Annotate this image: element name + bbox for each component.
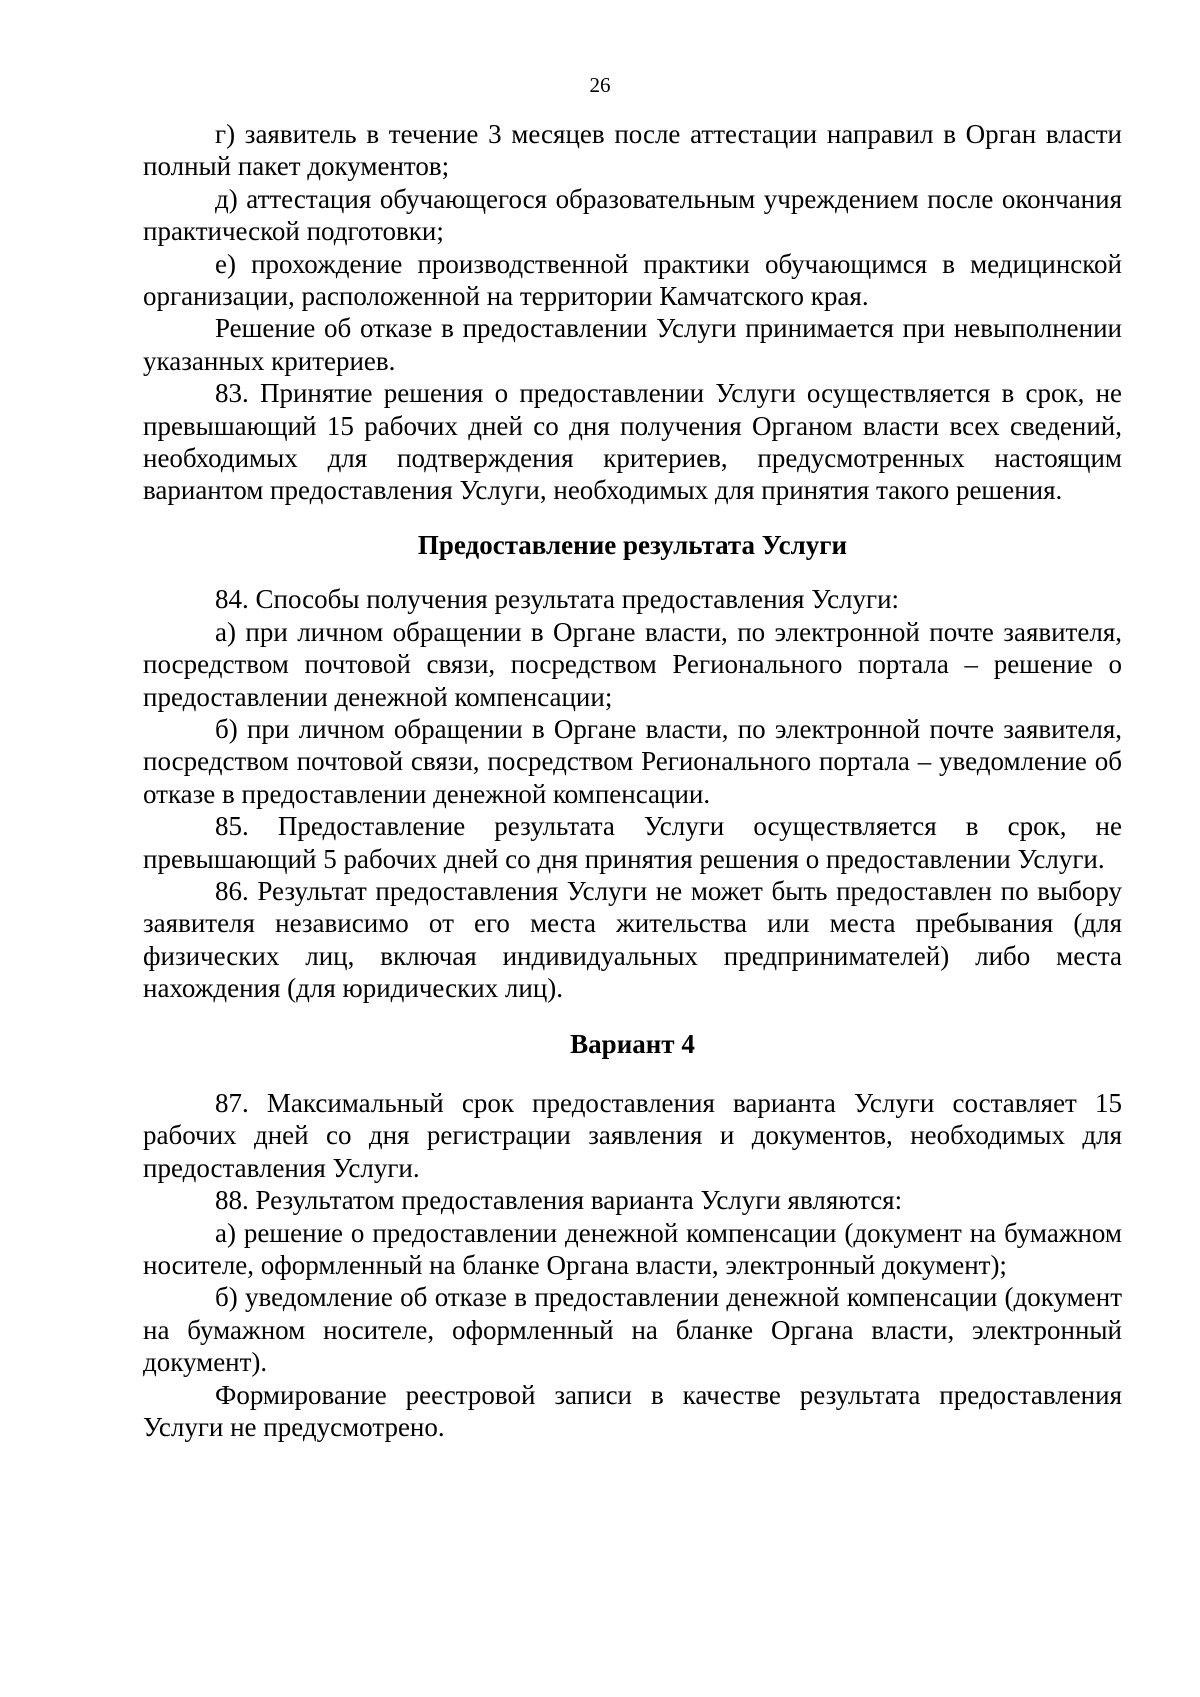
- paragraph-registry-record: Формирование реестровой записи в качестве результата предоставления Услуги не предусмотрено.: [143, 1379, 1122, 1443]
- paragraph-85: 85. Предоставление результата Услуги осуществляется в срок, не превышающий 5 рабочих дней со дня принятия решения о предоставлении Услуги.: [143, 811, 1122, 874]
- paragraph-refusal-criteria: Решение об отказе в предоставлении Услуги принимается при невыполнении указанных критериев.: [143, 313, 1122, 376]
- document-body: [143, 118, 1122, 1443]
- paragraph-88-a: а) решение о предоставлении денежной компенсации (документ на бумажном носителе, оформленный на бланке Органа власти, электронный документ);: [143, 1217, 1122, 1280]
- paragraph-84-b: б) при личном обращении в Органе власти, по электронной почте заявителя, посредством почтовой связи, посредством Регионального портала – уведомление об отказе в предоставлении денежной компенсации.: [143, 713, 1122, 809]
- paragraph-86: 86. Результат предоставления Услуги не может быть предоставлен по выбору заявителя независимо от его места жительства или места пребывания (для физических лиц, включая индивидуальных предпринимателей) либо места нахождения (для юридических лиц).: [143, 875, 1122, 1004]
- paragraph-83: 83. Принятие решения о предоставлении Услуги осуществляется в срок, не превышающий 15 рабочих дней со дня получения Органом власти всех сведений, необходимых для подтверждения критериев, предусмотренных настоящим вариантом предоставления Услуги, необходимых для принятия такого решения.: [143, 378, 1122, 506]
- paragraph-item-d: д) аттестация обучающегося образовательным учреждением после окончания практической подготовки;: [143, 183, 1122, 247]
- paragraph-88: 88. Результатом предоставления варианта Услуги являются:: [215, 1185, 903, 1216]
- paragraph-item-g: г) заявитель в течение 3 месяцев после аттестации направил в Орган власти полный пакет документов;: [143, 119, 1122, 182]
- paragraph-84-a: а) при личном обращении в Органе власти, по электронной почте заявителя, посредством почтовой связи, посредством Регионального портала – решение о предоставлении денежной компенсации;: [143, 616, 1122, 712]
- paragraph-84: 84. Способы получения результата предоставления Услуги:: [215, 584, 900, 615]
- paragraph-88-b: б) уведомление об отказе в предоставлении денежной компенсации (документ на бумажном носителе, оформленный на бланке Органа власти, электронный документ).: [143, 1282, 1122, 1378]
- page-number: 26: [589, 73, 611, 97]
- paragraph-87: 87. Максимальный срок предоставления варианта Услуги составляет 15 рабочих дней со дня регистрации заявления и документов, необходимых для предоставления Услуги.: [143, 1087, 1122, 1183]
- paragraph-item-e: е) прохождение производственной практики обучающимся в медицинской организации, расположенной на территории Камчатского края.: [143, 248, 1122, 312]
- section-heading-variant: Вариант 4: [570, 1028, 695, 1059]
- section-heading-result: Предоставление результата Услуги: [417, 529, 848, 560]
